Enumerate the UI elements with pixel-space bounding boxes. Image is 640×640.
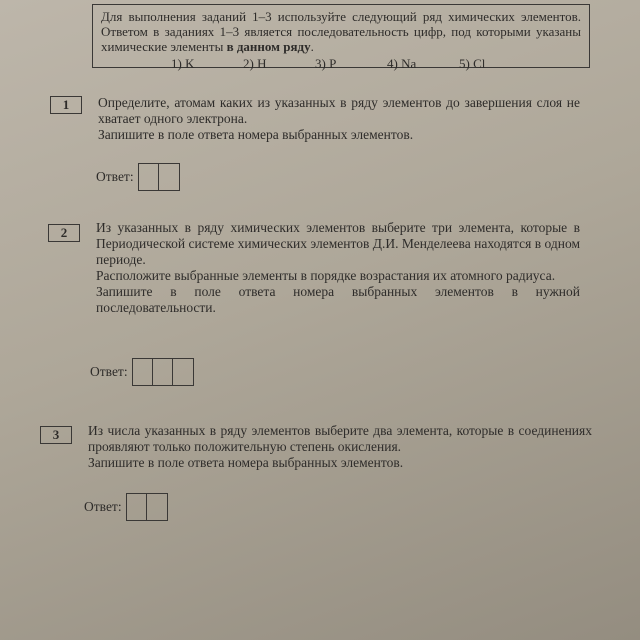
answer-cell[interactable] [133,359,153,385]
instructions-text: Для выполнения заданий 1–3 используйте следующий ряд химических элементов. Ответом в заданиях 1–3 является последовательность цифр, под которыми указаны химические элементы в данном ряду. [101,9,581,54]
question-paragraph: Запишите в поле ответа номера выбранных элементов в нужной последовательности. [96,284,580,315]
answer-cell[interactable] [173,359,193,385]
answer-label: Ответ: [96,169,134,184]
question-paragraph: Определите, атомам каких из указанных в ряду элементов до завершения слоя не хватает одного электрона. [98,95,580,126]
answer-cell[interactable] [153,359,173,385]
question-paragraph: Из указанных в ряду химических элементов выберите три элемента, которые в Периодической системе химических элементов Д.И. Менделеева находятся в одном периоде. [96,220,580,267]
question-paragraph: Расположите выбранные элементы в порядке возрастания их атомного радиуса. [96,268,556,283]
element-item: 3) P [315,56,337,71]
answer-field [96,163,180,191]
element-list [101,56,581,71]
answer-field [84,493,168,521]
question-paragraph: Из числа указанных в ряду элементов выберите два элемента, которые в соединениях проявляют только положительную степень окисления. [88,423,592,454]
element-item: 1) K [171,56,195,71]
question-text [96,220,580,316]
instructions-bold-text: в данном ряду [226,39,311,54]
answer-cell[interactable] [159,164,179,190]
question-text [88,423,592,471]
question-number: 1 [50,96,82,114]
element-item: 4) Na [387,56,417,71]
answer-label: Ответ: [84,499,122,514]
question-text [98,95,580,143]
answer-cells [126,493,168,521]
element-item: 5) Cl [459,56,486,71]
answer-cell[interactable] [147,494,167,520]
answer-label: Ответ: [90,364,128,379]
answer-cell[interactable] [127,494,147,520]
answer-cells [132,358,194,386]
element-item: 2) H [243,56,267,71]
question-paragraph: Запишите в поле ответа номера выбранных элементов. [98,127,414,142]
answer-field [90,358,194,386]
question-number: 3 [40,426,72,444]
question-number: 2 [48,224,80,242]
answer-cell[interactable] [139,164,159,190]
instructions-box [92,4,590,71]
answer-cells [138,163,180,191]
question-paragraph: Запишите в поле ответа номера выбранных элементов. [88,455,404,470]
